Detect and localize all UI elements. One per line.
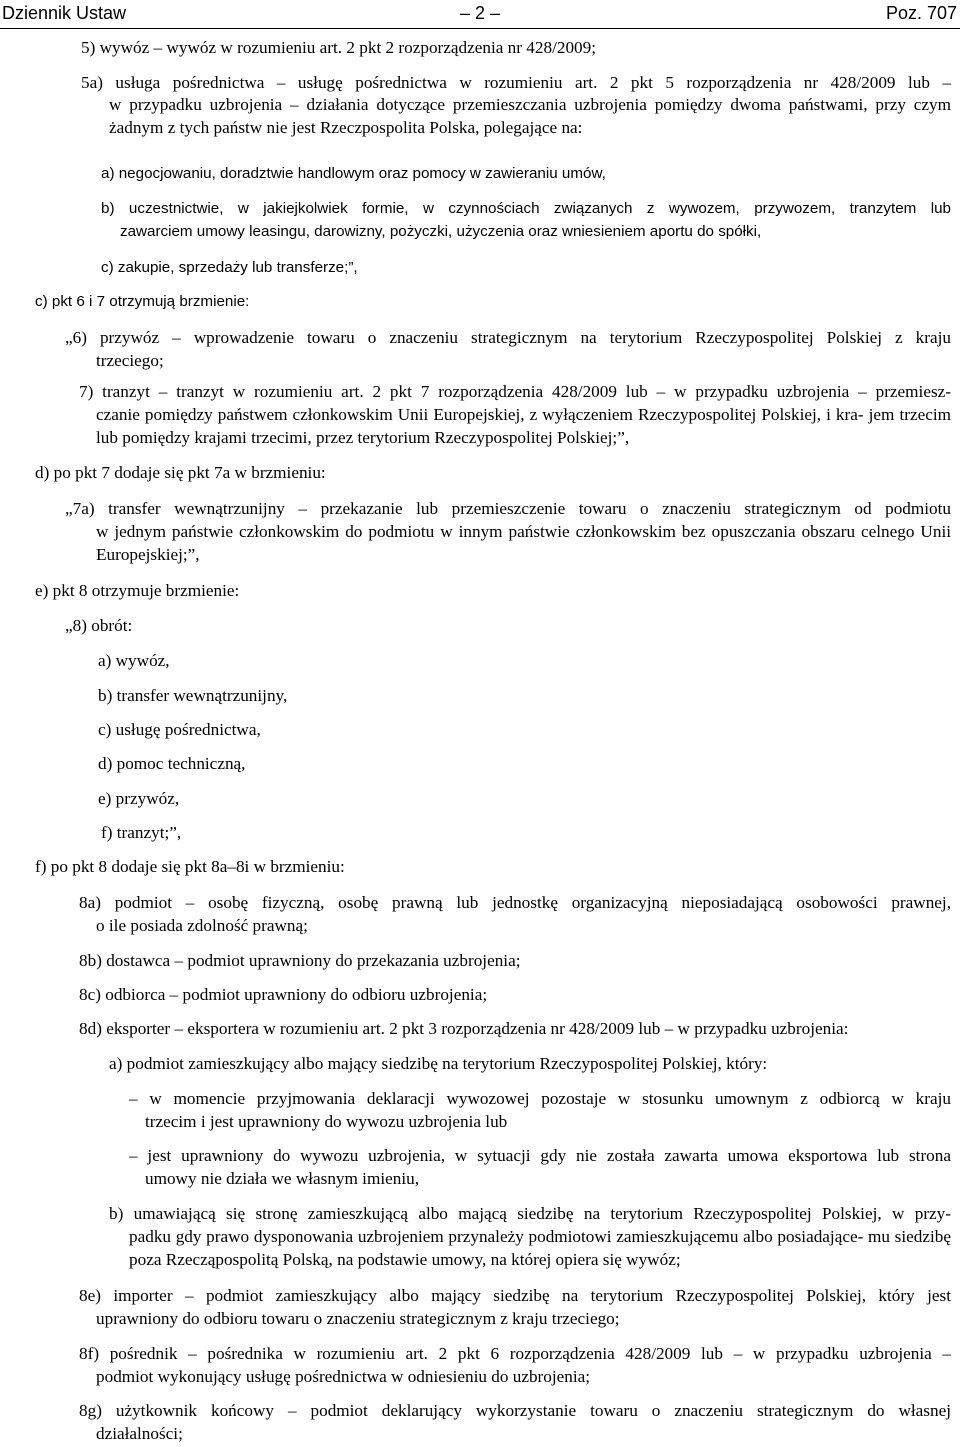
item-8f-continuation: podmiot wykonujący usługę pośrednictwa w odniesieniu do uzbrojenia; [96, 1367, 591, 1386]
page-header [0, 0, 960, 27]
amendment-d-intro: d) po pkt 7 dodaje się pkt 7a w brzmieniu: [35, 463, 326, 482]
item-8f-first-line: 8f) pośrednik – pośrednika w rozumieniu art. 2 pkt 6 rozporządzenia 428/2009 lub – w przypadku uzbrojenia – [79, 1344, 951, 1363]
item-8-b: b) transfer wewnątrzunijny, [98, 686, 288, 705]
item-6-first-line: „6) przywóz – wprowadzenie towaru o znaczeniu strategicznym na terytorium Rzeczypospolitej Polskiej z kraju [65, 328, 951, 347]
amendment-e-intro: e) pkt 8 otrzymuje brzmienie: [35, 581, 240, 600]
item-8e-continuation: uprawniony do odbioru towaru o znaczeniu strategicznym z kraju trzeciego; [96, 1309, 620, 1328]
item-8c: 8c) odbiorca – podmiot uprawniony do odbioru uzbrojenia; [79, 985, 488, 1004]
item-5a-c: c) zakupie, sprzedaży lub transferze;”, [101, 259, 358, 276]
page-number: – 2 – [459, 3, 501, 23]
item-8g-first-line: 8g) użytkownik końcowy – podmiot deklarujący wykorzystanie towaru o znaczeniu strategicznym do własnej [79, 1401, 951, 1420]
item-8d-a-dash2-continuation: umowy nie działa we własnym imieniu, [145, 1169, 419, 1188]
item-5a-continuation: w przypadku uzbrojenia – działania dotyczące przemieszczania uzbrojenia pomiędzy dwoma państwami, przy czym żadnym z tych państw nie jest Rzeczpospolita Polska, polegające na: [109, 95, 951, 137]
item-5a-first-line: 5a) usługa pośrednictwa – usługę pośrednictwa w rozumieniu art. 2 pkt 5 rozporządzenia nr 428/2009 lub – [81, 73, 951, 92]
amendment-f-intro: f) po pkt 8 dodaje się pkt 8a–8i w brzmieniu: [35, 857, 345, 876]
item-7a-continuation: w jednym państwie członkowskim do podmiotu w innym państwie członkowskim bez opuszczania obszaru celnego Unii Europejskiej;”, [96, 522, 951, 564]
item-8g-continuation: działalności; [96, 1424, 183, 1443]
item-8b: 8b) dostawca – podmiot uprawniony do przekazania uzbrojenia; [79, 951, 521, 970]
item-8d-a-dash1-continuation: trzecim i jest uprawniony do wywozu uzbrojenia lub [145, 1112, 508, 1131]
amendment-c-intro: c) pkt 6 i 7 otrzymują brzmienie: [35, 293, 250, 310]
item-8-f: f) tranzyt;”, [101, 823, 182, 842]
item-5a-b-first-line: b) uczestnictwie, w jakiejkolwiek formie, w czynnościach związanych z wywozem, przywozem, tranzytem lub [101, 200, 951, 217]
item-8d-a-dash1-first-line: – w momencie przyjmowania deklaracji wywozowej pozostaje w stosunku umownym z odbiorcą w kraju [129, 1089, 951, 1108]
item-5a-b-continuation: zawarciem umowy leasingu, darowizny, pożyczki, użyczenia oraz wniesieniem aportu do spółki, [120, 223, 762, 240]
item-8d-b-first-line: b) umawiającą się stronę zamieszkującą albo mającą siedzibę na terytorium Rzeczypospolitej Polskiej, w przy- [109, 1204, 951, 1223]
item-7-first-line: 7) tranzyt – tranzyt w rozumieniu art. 2 pkt 7 rozporządzenia 428/2009 lub – w przypadku uzbrojenia – przemiesz- [79, 382, 951, 401]
item-8d-b-continuation: padku gdy prawo dysponowania uzbrojeniem przynależy podmiotowi zamieszkującemu albo posiadające- mu siedzibę poza Rzecząpospolitą Polską, na podstawie umowy, na której opiera się wywóz; [129, 1227, 951, 1269]
item-8e-first-line: 8e) importer – podmiot zamieszkujący albo mający siedzibę na terytorium Rzeczypospolitej Polskiej, który jest [79, 1286, 951, 1305]
item-6-continuation: trzeciego; [96, 351, 164, 370]
item-7-continuation: czanie pomiędzy państwem członkowskim Unii Europejskiej, z wyłączeniem Rzeczypospolitej Polskiej, i kra- jem trzecim lub pomiędzy krajami trzecimi, przez terytorium Rzeczypospolitej Polskiej;”, [96, 405, 951, 447]
item-8-d: d) pomoc techniczną, [98, 754, 246, 773]
item-8a-first-line: 8a) podmiot – osobę fizyczną, osobę prawną lub jednostkę organizacyjną nieposiadającą osobowości prawnej, [79, 893, 951, 912]
item-7a-first-line: „7a) transfer wewnątrzunijny – przekazanie lub przemieszczenie towaru o znaczeniu strategicznym od podmiotu [65, 499, 951, 518]
journal-title: Dziennik Ustaw [2, 3, 127, 23]
item-8a-continuation: o ile posiada zdolność prawną; [96, 916, 308, 935]
item-8: „8) obrót: [65, 616, 133, 635]
item-5a-a: a) negocjowaniu, doradztwie handlowym oraz pomocy w zawieraniu umów, [101, 165, 606, 182]
item-5: 5) wywóz – wywóz w rozumieniu art. 2 pkt 2 rozporządzenia nr 428/2009; [81, 38, 597, 57]
item-8-c: c) usługę pośrednictwa, [98, 720, 261, 739]
item-8d-a: a) podmiot zamieszkujący albo mający siedzibę na terytorium Rzeczypospolitej Polskiej, który: [109, 1054, 768, 1073]
item-8-a: a) wywóz, [98, 651, 170, 670]
item-8-e: e) przywóz, [98, 789, 180, 808]
position-number: Poz. 707 [885, 3, 957, 23]
header-divider [0, 28, 960, 29]
item-8d: 8d) eksporter – eksportera w rozumieniu art. 2 pkt 3 rozporządzenia nr 428/2009 lub – w przypadku uzbrojenia: [79, 1019, 849, 1038]
item-8d-a-dash2-first-line: – jest uprawniony do wywozu uzbrojenia, w sytuacji gdy nie została zawarta umowa eksportowa lub strona [129, 1146, 951, 1165]
